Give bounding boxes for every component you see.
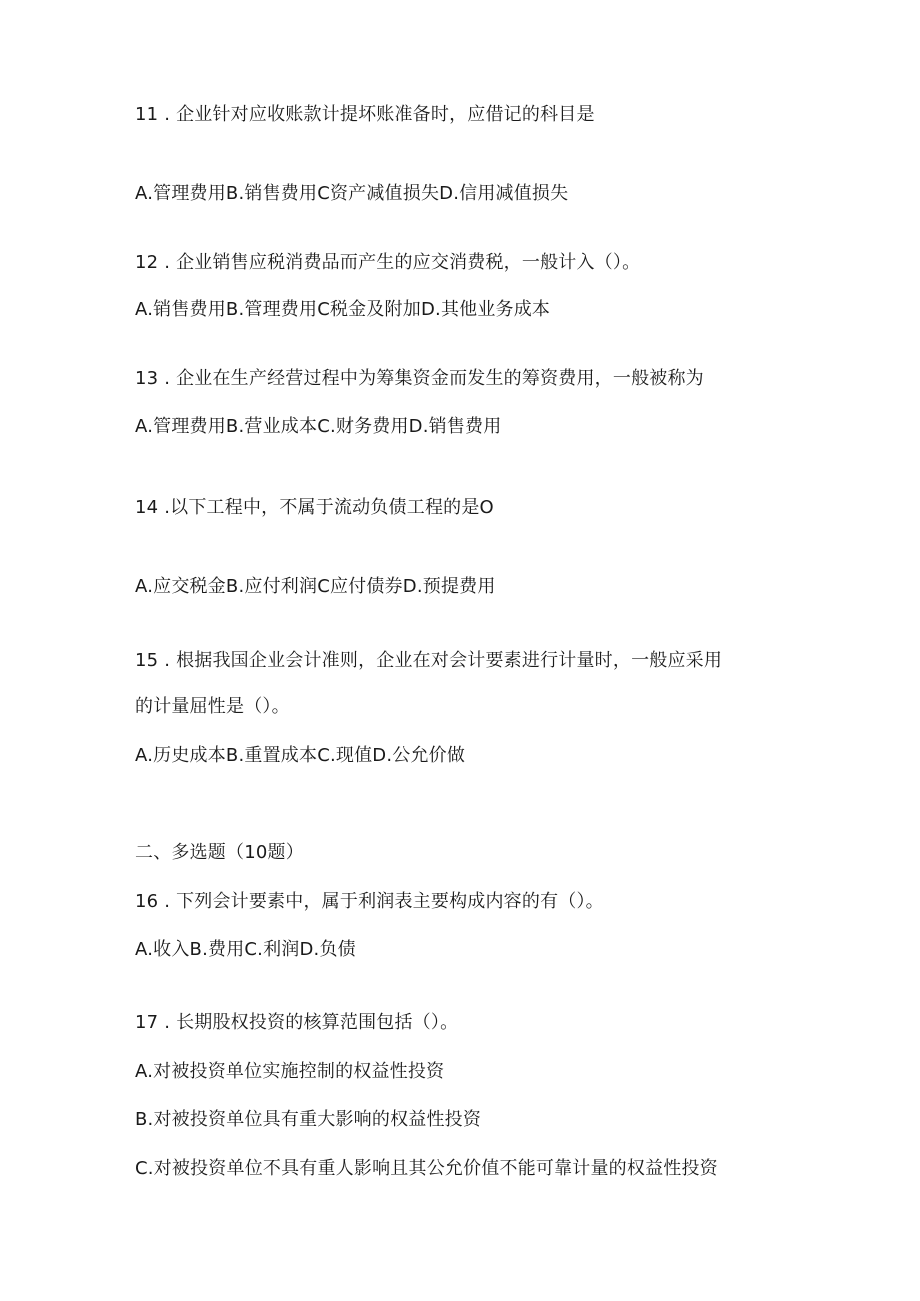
section-heading-multiple-choice: 二、多选题（10题） [135,842,304,863]
question-17-option-c: C.对被投资单位不具有重人影响且其公允价值不能可靠计量的权益性投资 [135,1158,718,1179]
question-15-stem-line2: 的计量屈性是（）。 [135,696,290,717]
question-17-option-b: B.对被投资单位具有重大影响的权益性投资 [135,1109,482,1130]
question-14-stem: 14 .以下工程中，不属于流动负债工程的是O [135,497,494,518]
question-12-options: A.销售费用B.管理费用C税金及附加D.其他业务成本 [135,299,551,320]
question-17-stem: 17 . 长期股权投资的核算范围包括（）。 [135,1012,459,1033]
question-16-options: A.收入B.费用C.利润D.负债 [135,939,356,960]
question-11-stem: 11 . 企业针对应收账款计提坏账准备时，应借记的科目是 [135,104,595,125]
question-16-stem: 16 . 下列会计要素中，属于利润表主要构成内容的有（）。 [135,891,604,912]
question-14-options: A.应交税金B.应付利润C应付债券D.预提费用 [135,576,496,597]
question-13-options: A.管理费用B.营业成本C.财务费用D.销售费用 [135,416,502,437]
question-12-stem: 12 . 企业销售应税消费品而产生的应交消费税，一般计入（）。 [135,252,641,273]
question-17-option-a: A.对被投资单位实施控制的权益性投资 [135,1061,445,1082]
question-15-stem-line1: 15 . 根据我国企业会计准则，企业在对会计要素进行计量时，一般应采用 [135,650,723,671]
question-11-options: A.管理费用B.销售费用C资产减值损失D.信用减值损失 [135,183,569,204]
question-13-stem: 13 . 企业在生产经营过程中为筹集资金而发生的筹资费用，一般被称为 [135,368,704,389]
question-15-options: A.历史成本B.重置成本C.现值D.公允价做 [135,745,466,766]
